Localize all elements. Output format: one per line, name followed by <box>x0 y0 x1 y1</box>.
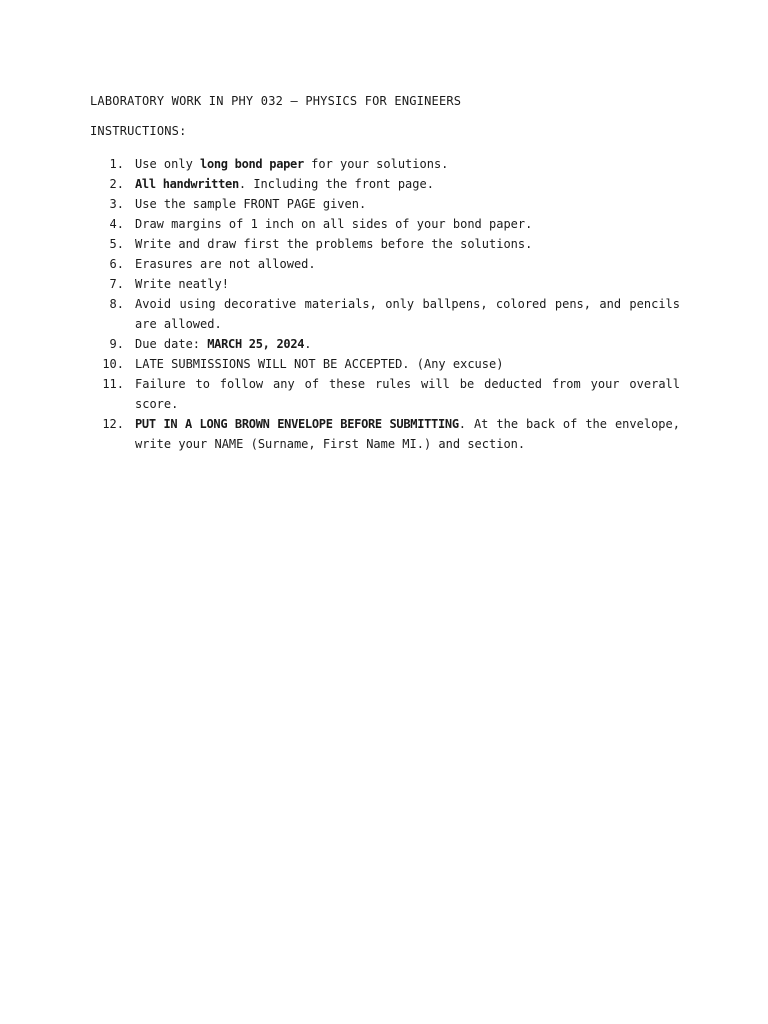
list-item <box>90 174 680 194</box>
list-number: 4. <box>109 217 124 231</box>
list-number: 10. <box>102 357 124 371</box>
rule-text: LATE SUBMISSIONS WILL NOT BE ACCEPTED. (Any excuse) <box>135 357 504 371</box>
list-item <box>90 354 680 374</box>
list-number: 3. <box>109 197 124 211</box>
document-title: LABORATORY WORK IN PHY 032 – PHYSICS FOR ENGINEERS <box>90 94 462 108</box>
instructions-heading: INSTRUCTIONS: <box>90 124 187 138</box>
rule-bold-text: All handwritten <box>135 177 239 191</box>
list-item <box>90 254 680 274</box>
rule-text: Use only <box>135 157 201 171</box>
list-item <box>90 154 680 174</box>
rule-bold-text: MARCH 25, 2024 <box>207 337 305 351</box>
rule-text: Due date: <box>135 337 208 351</box>
list-number: 11. <box>102 377 124 391</box>
list-number: 12. <box>102 417 124 431</box>
list-item <box>90 234 680 254</box>
rule-bold-text: PUT IN A LONG BROWN ENVELOPE BEFORE SUBMITTING <box>135 417 459 431</box>
rule-text-tail: . Including the front page. <box>238 177 434 191</box>
list-item <box>90 274 680 294</box>
rule-text: Write neatly! <box>135 277 229 291</box>
list-number: 7. <box>109 277 124 291</box>
instructions-list <box>90 154 680 454</box>
list-item <box>90 194 680 214</box>
rule-text: Erasures are not allowed. <box>135 257 316 271</box>
list-item <box>90 214 680 234</box>
rule-text: Use the sample FRONT PAGE given. <box>135 197 367 211</box>
list-number: 8. <box>109 297 124 311</box>
rule-bold-text: long bond paper <box>200 157 304 171</box>
rule-text: Draw margins of 1 inch on all sides of your bond paper. <box>135 217 533 231</box>
list-number: 6. <box>109 257 124 271</box>
rule-text: Avoid using decorative materials, only ballpens, colored pens, and pencils are allowed. <box>135 297 680 331</box>
rule-text: Write and draw first the problems before the solutions. <box>135 237 533 251</box>
list-number: 5. <box>109 237 124 251</box>
list-number: 9. <box>109 337 124 351</box>
list-number: 1. <box>109 157 124 171</box>
rule-text-tail: for your solutions. <box>303 157 449 171</box>
list-number: 2. <box>109 177 124 191</box>
list-item <box>90 334 680 354</box>
rule-text: Failure to follow any of these rules will be deducted from your overall score. <box>135 377 680 411</box>
rule-text-tail: . <box>304 337 312 351</box>
list-item <box>90 294 680 334</box>
rule-text-tail: . At the back of the envelope, write your NAME (Surname, First Name MI.) and section. <box>135 417 680 451</box>
list-item <box>90 414 680 454</box>
list-item <box>90 374 680 414</box>
